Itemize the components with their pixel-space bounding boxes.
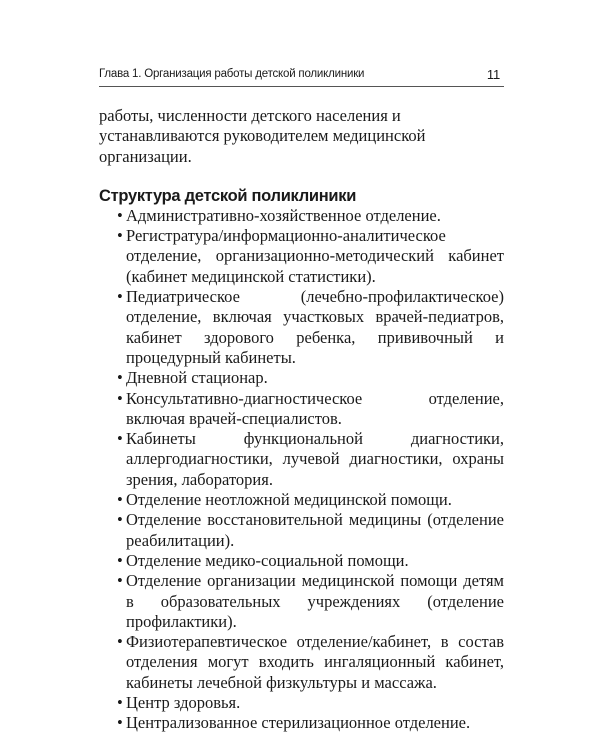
list-item-text: Центр здоровья. [126, 693, 241, 713]
list-item-text: Отделение восстановительной медицины (отделение реабилитации). [126, 510, 504, 550]
list-item [99, 226, 504, 287]
list-item [99, 510, 504, 551]
list-item-text: Физиотерапевтическое отделение/кабинет, в состав отделения могут входить ингаляционный кабинет, кабинеты лечебной физкультуры и массажа. [126, 632, 504, 692]
list-item [99, 490, 504, 510]
bullet-icon: • [117, 205, 123, 225]
list-item [99, 389, 504, 430]
list-item-text: Регистратура/информационно-аналитическое отделение, организационно-методический кабинет (кабинет медицинской статистики). [126, 226, 504, 286]
list-item [99, 713, 504, 733]
list-item [99, 571, 504, 632]
list-item-text: Дневной стационар. [126, 368, 268, 388]
bullet-icon: • [117, 490, 123, 510]
list-item-text: Административно-хозяйственное отделение. [126, 205, 441, 225]
running-header [99, 64, 504, 87]
structure-list [99, 206, 504, 734]
list-item-text: Консультативно-диагностическое отделение, включая врачей-специалистов. [126, 388, 504, 428]
list-item-text: Отделение медико-социальной помощи. [126, 550, 409, 570]
bullet-icon: • [117, 632, 123, 652]
list-item [99, 551, 504, 571]
intro-paragraph: работы, численности детского населения и устанавливаются руководителем медицинской организации. [99, 106, 426, 166]
bullet-icon: • [117, 510, 123, 530]
bullet-icon: • [117, 693, 123, 713]
list-item-text: Кабинеты функциональной диагностики, аллергодиагностики, лучевой диагностики, охраны зрения, лаборатория. [126, 429, 504, 489]
bullet-icon: • [117, 713, 123, 733]
list-item-text: Централизованное стерилизационное отделение. [126, 713, 471, 733]
bullet-icon: • [117, 226, 123, 246]
chapter-title: Глава 1. Организация работы детской поликлиники [99, 68, 365, 80]
list-item [99, 429, 504, 490]
list-item [99, 632, 504, 693]
list-item [99, 693, 504, 713]
page-number: 11 [486, 67, 500, 82]
bullet-icon: • [117, 571, 123, 591]
list-item-text: Отделение организации медицинской помощи детям в образовательных учреждениях (отделение профилактики). [126, 571, 504, 631]
bullet-icon: • [117, 287, 123, 307]
bullet-icon: • [117, 429, 123, 449]
bullet-icon: • [117, 550, 123, 570]
list-item [99, 368, 504, 388]
list-item-text: Педиатрическое (лечебно-профилактическое) отделение, включая участковых врачей-педиатров, кабинет здорового ребенка, прививочный и процедурный кабинеты. [126, 287, 504, 367]
bullet-icon: • [117, 368, 123, 388]
page-body [99, 106, 504, 734]
section-heading: Структура детской поликлиники [99, 186, 357, 205]
list-item-text: Отделение неотложной медицинской помощи. [126, 490, 452, 510]
list-item [99, 206, 504, 226]
list-item [99, 287, 504, 368]
bullet-icon: • [117, 388, 123, 408]
